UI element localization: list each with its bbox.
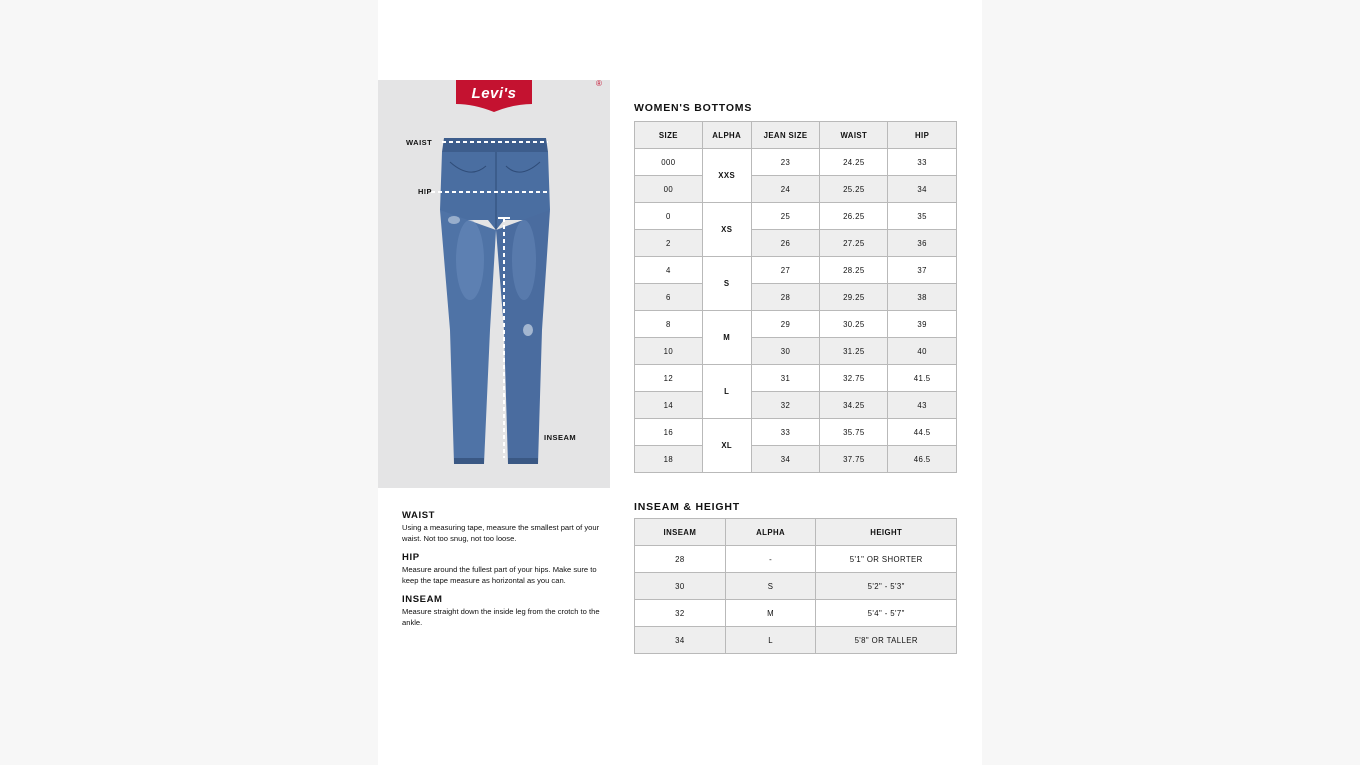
table-row (635, 573, 957, 600)
jeans-diagram (378, 80, 610, 488)
desc-hip (402, 552, 612, 586)
table-row (635, 176, 957, 203)
logo-text: Levi's (471, 85, 517, 102)
alpha-cell: M (702, 311, 751, 365)
table-cell: - (725, 546, 816, 573)
table-cell: 34 (888, 176, 957, 203)
table-cell: 33 (751, 419, 820, 446)
waist-label: WAIST (406, 138, 433, 147)
desc-waist-title: WAIST (402, 510, 436, 521)
table-cell: 6 (635, 284, 703, 311)
table-cell: 44.5 (888, 419, 957, 446)
inseam-header-cell: INSEAM (635, 519, 726, 546)
table-cell: 35.75 (820, 419, 888, 446)
desc-inseam-text: Measure straight down the inside leg from the crotch to the ankle. (402, 607, 600, 627)
table-cell: 27 (751, 257, 820, 284)
table-row (635, 203, 957, 230)
table-row (635, 338, 957, 365)
bottoms-header-cell: HIP (888, 122, 957, 149)
table-cell: 10 (635, 338, 703, 365)
table-cell: S (725, 573, 816, 600)
size-chart-sheet (378, 0, 982, 765)
table-cell: 30 (635, 573, 726, 600)
bottoms-table (634, 121, 957, 473)
table-row (635, 600, 957, 627)
inseam-title: INSEAM & HEIGHT (634, 501, 740, 513)
table-cell: 46.5 (888, 446, 957, 473)
table-cell: 38 (888, 284, 957, 311)
table-cell: 12 (635, 365, 703, 392)
hip-label: HIP (418, 187, 433, 196)
table-cell: 8 (635, 311, 703, 338)
table-cell: 36 (888, 230, 957, 257)
table-cell: 34 (751, 446, 820, 473)
table-cell: 37 (888, 257, 957, 284)
table-cell: 5'4" - 5'7" (816, 600, 957, 627)
table-cell: 32.75 (820, 365, 888, 392)
table-cell: 41.5 (888, 365, 957, 392)
table-row (635, 149, 957, 176)
bottoms-title: WOMEN'S BOTTOMS (634, 102, 753, 114)
table-cell: 24.25 (820, 149, 888, 176)
table-cell: 000 (635, 149, 703, 176)
bottoms-header-cell: ALPHA (702, 122, 751, 149)
table-cell: 32 (751, 392, 820, 419)
table-cell: 31.25 (820, 338, 888, 365)
table-row (635, 311, 957, 338)
table-cell: 25 (751, 203, 820, 230)
table-cell: 37.75 (820, 446, 888, 473)
alpha-cell: S (702, 257, 751, 311)
table-cell: 30 (751, 338, 820, 365)
table-cell: 30.25 (820, 311, 888, 338)
table-cell: 00 (635, 176, 703, 203)
table-cell: 27.25 (820, 230, 888, 257)
inseam-header-cell: ALPHA (725, 519, 816, 546)
bottoms-header-cell: SIZE (635, 122, 703, 149)
desc-waist (402, 510, 612, 544)
table-cell: L (725, 627, 816, 654)
table-cell: 4 (635, 257, 703, 284)
table-cell: 40 (888, 338, 957, 365)
table-cell: 26 (751, 230, 820, 257)
table-cell: 23 (751, 149, 820, 176)
alpha-cell: XS (702, 203, 751, 257)
table-row (635, 419, 957, 446)
table-cell: 28 (751, 284, 820, 311)
table-cell: 25.25 (820, 176, 888, 203)
table-cell: 29 (751, 311, 820, 338)
table-row (635, 365, 957, 392)
bottoms-header-cell: JEAN SIZE (751, 122, 820, 149)
table-cell: 5'8" OR TALLER (816, 627, 957, 654)
levis-logo (456, 80, 602, 112)
table-row (635, 392, 957, 419)
table-cell: 0 (635, 203, 703, 230)
inseam-header-cell: HEIGHT (816, 519, 957, 546)
desc-inseam (402, 594, 612, 628)
table-cell: 34 (635, 627, 726, 654)
table-cell: 14 (635, 392, 703, 419)
alpha-cell: XXS (702, 149, 751, 203)
table-row (635, 257, 957, 284)
registered-mark: ® (596, 80, 602, 88)
table-cell: 29.25 (820, 284, 888, 311)
desc-hip-text: Measure around the fullest part of your hips. Make sure to keep the tape measure as horizontal as you can. (402, 565, 597, 585)
table-cell: 28.25 (820, 257, 888, 284)
table-cell: 28 (635, 546, 726, 573)
inseam-label: INSEAM (544, 433, 577, 442)
alpha-cell: L (702, 365, 751, 419)
desc-hip-title: HIP (402, 552, 420, 563)
table-cell: 16 (635, 419, 703, 446)
table-cell: 32 (635, 600, 726, 627)
table-cell: 43 (888, 392, 957, 419)
table-cell: 2 (635, 230, 703, 257)
alpha-cell: XL (702, 419, 751, 473)
table-cell: 18 (635, 446, 703, 473)
table-cell: 35 (888, 203, 957, 230)
table-cell: 24 (751, 176, 820, 203)
table-cell: M (725, 600, 816, 627)
inseam-table (634, 518, 957, 654)
table-row (635, 284, 957, 311)
table-row (635, 627, 957, 654)
bottoms-header-cell: WAIST (820, 122, 888, 149)
table-row (635, 446, 957, 473)
table-cell: 5'2" - 5'3" (816, 573, 957, 600)
table-cell: 5'1" OR SHORTER (816, 546, 957, 573)
table-cell: 31 (751, 365, 820, 392)
table-cell: 33 (888, 149, 957, 176)
table-cell: 26.25 (820, 203, 888, 230)
table-row (635, 546, 957, 573)
desc-inseam-title: INSEAM (402, 594, 443, 605)
desc-waist-text: Using a measuring tape, measure the smallest part of your waist. Not too snug, not too loose. (402, 523, 600, 543)
table-cell: 34.25 (820, 392, 888, 419)
table-cell: 39 (888, 311, 957, 338)
table-row (635, 230, 957, 257)
